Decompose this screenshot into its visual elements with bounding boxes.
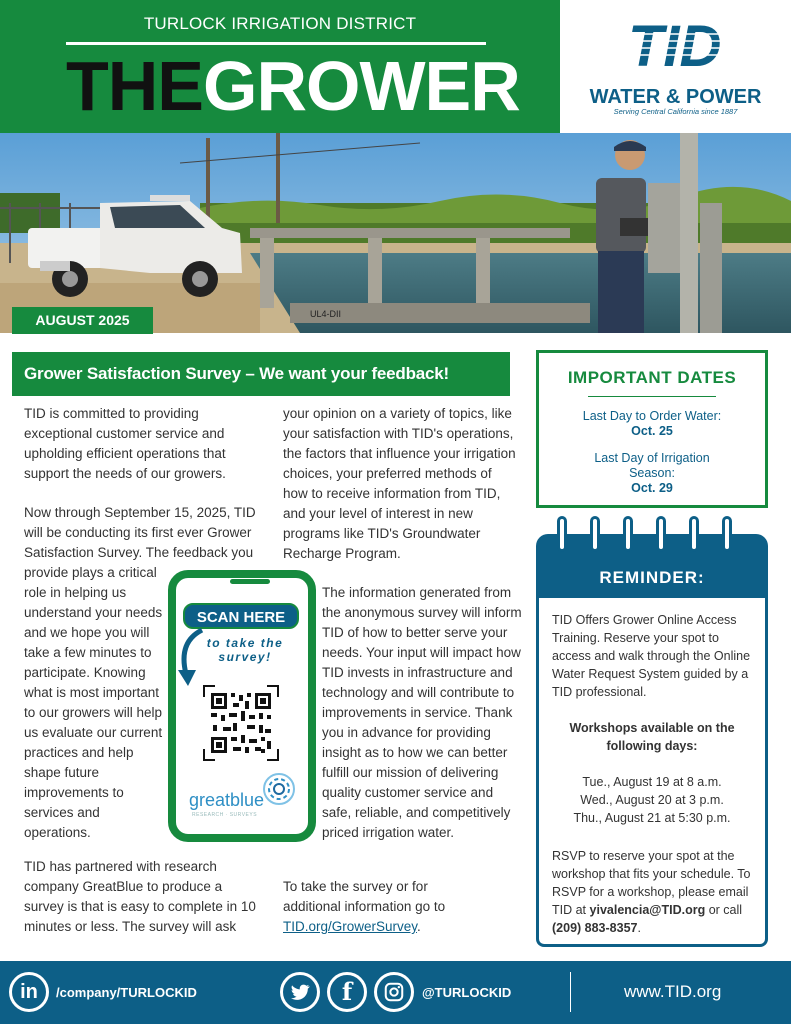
greatblue-logo-icon	[262, 772, 296, 806]
social-handle[interactable]: @TURLOCKID	[422, 985, 512, 1000]
important-dates-title: IMPORTANT DATES	[567, 368, 737, 387]
tid-logo-icon	[626, 14, 736, 74]
masthead-rule	[66, 42, 486, 45]
reminder-title: REMINDER:	[599, 568, 705, 587]
newsletter-title	[66, 46, 520, 126]
qr-code-icon[interactable]	[203, 685, 279, 761]
logo-title: WATER & POWER	[589, 86, 762, 108]
survey-headline: Grower Satisfaction Survey – We want your feedback!	[12, 352, 510, 396]
rsvp-paragraph	[552, 847, 752, 937]
date-label: Last Day of Irrigation Season:	[594, 451, 710, 480]
reminder-intro: TID Offers Grower Online Access Training. Reserve your spot to access and walk through the Online Water Request System guided by a TID professional.	[552, 613, 751, 699]
reminder-header	[536, 534, 768, 600]
hero-photo	[0, 133, 791, 333]
survey-paragraph-1: TID is committed to providing exceptional customer service and upholding efficient operations that support the needs of our growers.	[24, 406, 226, 481]
linkedin-handle[interactable]: /company/TURLOCKID	[56, 985, 197, 1000]
workshop-session: Tue., August 19 at 8 a.m.	[582, 775, 722, 789]
calendar-ring-icon	[656, 516, 666, 552]
date-item-irrigation-season	[560, 451, 744, 496]
survey-paragraph-4: your opinion on a variety of topics, like your satisfaction with TID's operations, the factors that influence your irrigation choices, your preferred methods of how to receive information from TID, and your level of interest in new programs like TID's Groundwater Recharge Program.	[283, 406, 516, 561]
important-dates-rule	[588, 396, 716, 397]
date-value: Oct. 25	[631, 424, 673, 438]
survey-link-lead: To take the survey or for additional information go to	[283, 879, 446, 914]
survey-paragraph-2-bottom: provide plays a critical role in helping us understand your needs and we hope you will take a few minutes to participate. Knowing what is most important to our growers will help us evaluate our current practices and help shape future improvements to services and operations.	[24, 565, 163, 840]
rsvp-mid: or call	[708, 903, 743, 917]
calendar-ring-icon	[590, 516, 600, 552]
instagram-icon[interactable]	[374, 972, 414, 1012]
greatblue-subtitle: RESEARCH · SURVEYS	[192, 812, 258, 818]
rsvp-email[interactable]: yivalencia@TID.org	[589, 903, 706, 917]
title-grower: GROWER	[203, 47, 520, 125]
logo-letters: TID	[628, 14, 722, 74]
date-item-order-water	[560, 409, 744, 439]
workshop-session: Thu., August 21 at 5:30 p.m.	[573, 811, 731, 825]
calendar-ring-icon	[722, 516, 732, 552]
survey-paragraph-6	[283, 877, 483, 937]
calendar-ring-icon	[623, 516, 633, 552]
linkedin-icon[interactable]: in	[9, 972, 49, 1012]
survey-paragraph-5: The information generated from the anonymous survey will inform TID of how to better serve your needs. Your input will impact how TID invests in infrastructure and technology and will contribute to improvements in service. Thank you in advance for providing insight as to how we can better fulfill our mission of delivering quality customer service and safe, reliable, and competitively priced irrigation water.	[322, 585, 522, 840]
rsvp-phone[interactable]: (209) 883-8357	[552, 921, 638, 935]
website-link[interactable]: www.TID.org	[624, 982, 722, 1001]
district-name: TURLOCK IRRIGATION DISTRICT	[143, 14, 417, 33]
date-value: Oct. 29	[631, 481, 673, 495]
instagram-camera-glyph	[383, 981, 405, 1003]
title-the: THE	[66, 47, 203, 125]
survey-link-period: .	[417, 919, 421, 934]
issue-date-badge: AUGUST 2025	[12, 307, 153, 334]
twitter-icon[interactable]	[280, 972, 320, 1012]
workshops-heading: Workshops available on the following days:	[569, 721, 735, 753]
rsvp-lead: RSVP to reserve your spot at the workshop that fits your schedule. To RSVP for a workshop, please email TID at	[552, 849, 751, 917]
logo-tagline: Serving Central California since 1887	[613, 107, 738, 116]
gate-sign: UL4-DII	[310, 309, 342, 319]
take-survey-label: to take the survey!	[206, 636, 284, 664]
survey-paragraph-3: TID has partnered with research company GreatBlue to produce a survey is that is easy to complete in 10 minutes or less. The survey will ask	[24, 859, 256, 934]
survey-paragraph-2-top: Now through September 15, 2025, TID will be conducting its first ever Grower Satisfaction Survey. The feedback you	[24, 505, 256, 560]
facebook-icon[interactable]: f	[327, 972, 367, 1012]
workshop-session: Wed., August 20 at 3 p.m.	[580, 793, 724, 807]
phone-speaker	[230, 579, 270, 584]
greatblue-wordmark: greatblue	[189, 790, 265, 810]
calendar-ring-icon	[689, 516, 699, 552]
workshop-sessions	[552, 773, 752, 827]
twitter-bird-glyph	[289, 981, 311, 1003]
scan-here-label: SCAN HERE	[183, 603, 299, 629]
survey-link[interactable]: TID.org/GrowerSurvey	[283, 919, 418, 934]
calendar-ring-icon	[557, 516, 567, 552]
rsvp-end: .	[637, 921, 641, 935]
date-label: Last Day to Order Water:	[582, 409, 722, 423]
footer-divider	[570, 972, 571, 1012]
